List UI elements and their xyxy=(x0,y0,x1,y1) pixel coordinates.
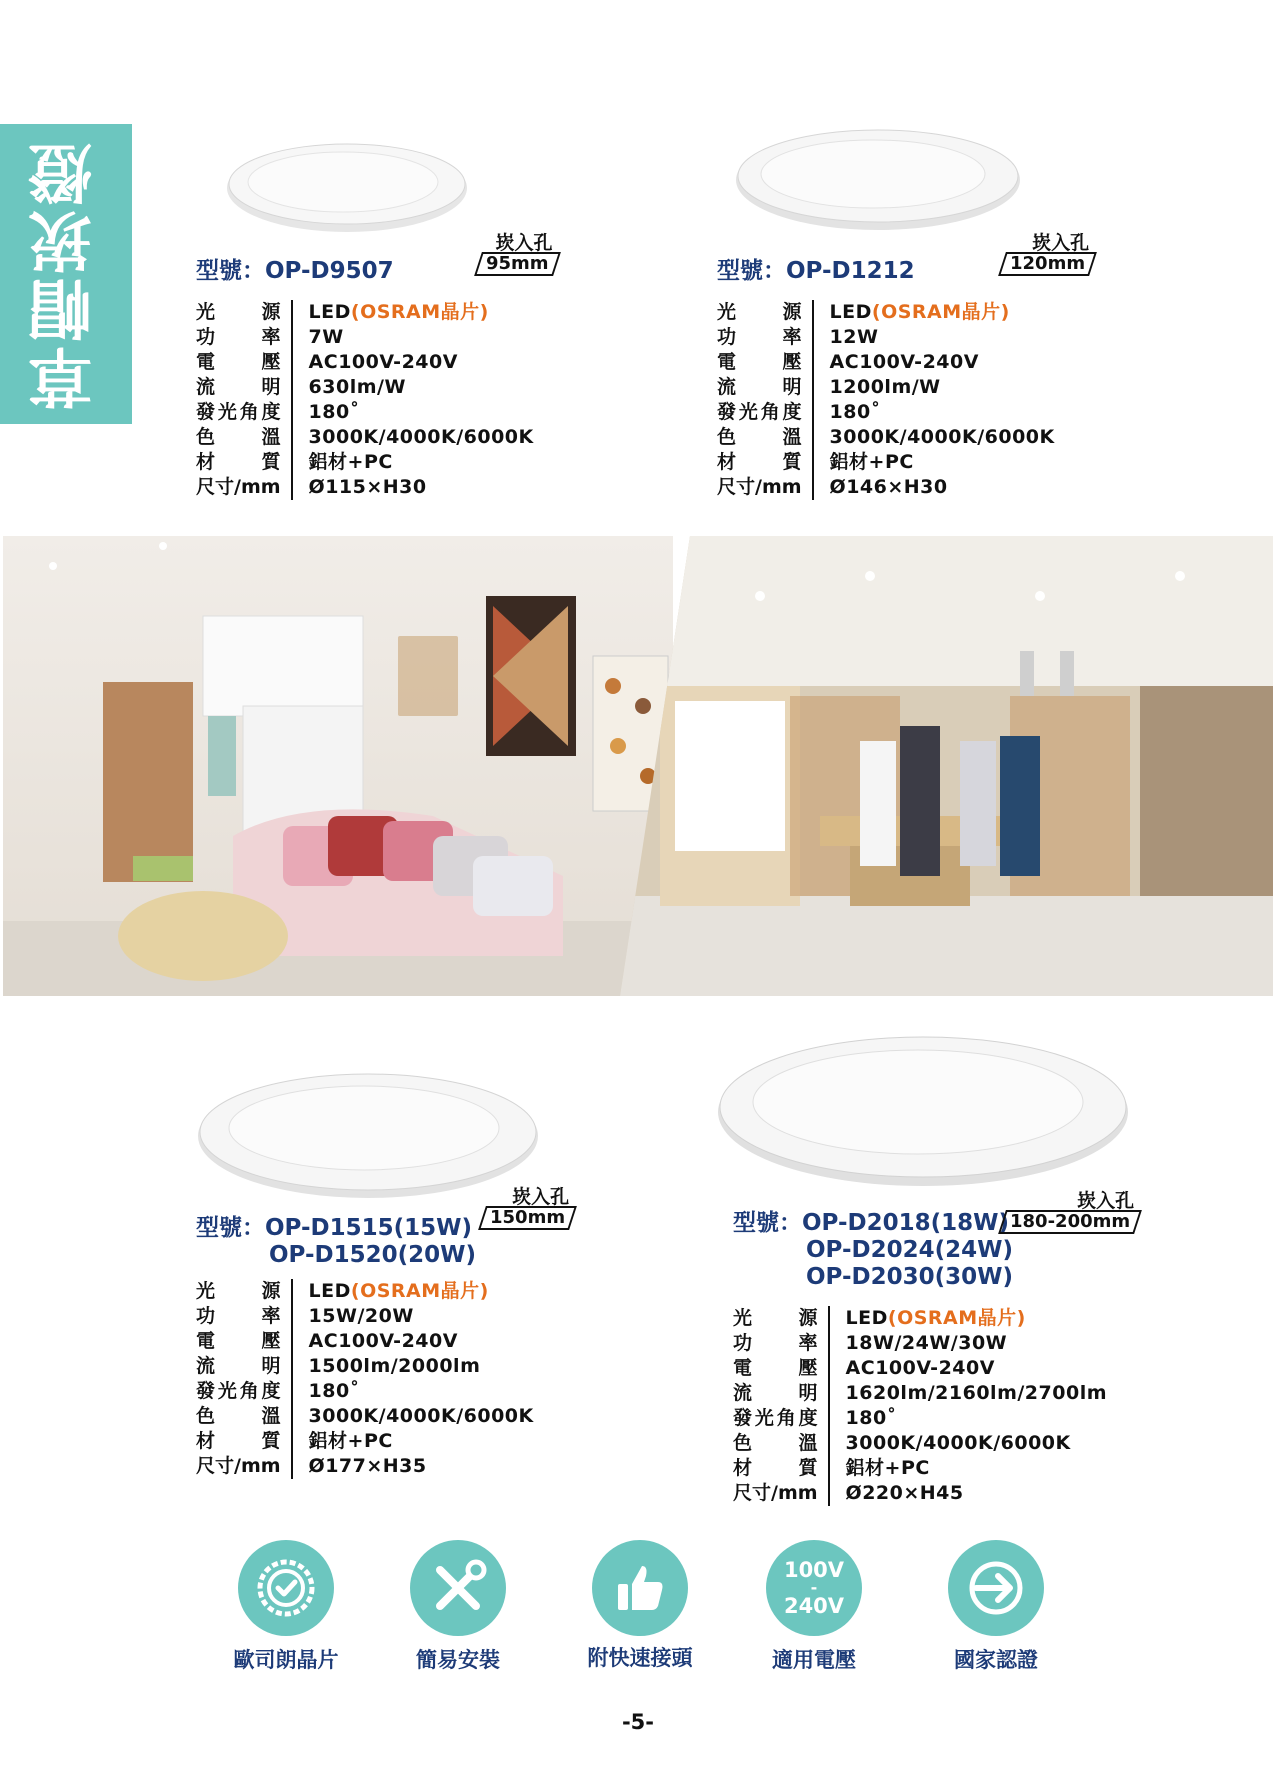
spec-material: 鋁材+PC xyxy=(308,451,393,473)
cutout-title: 崁入孔 xyxy=(1032,232,1090,254)
model-name-block xyxy=(733,1210,1013,1291)
category-tab xyxy=(0,124,132,424)
cutout-label xyxy=(1002,1192,1138,1234)
spec-beam-angle: 180˚ xyxy=(308,1380,360,1402)
cutout-title: 崁入孔 xyxy=(1077,1190,1135,1212)
spec-label: 色溫 xyxy=(717,425,814,450)
spec-light-source: LED(OSRAM晶片) xyxy=(308,301,489,323)
spec-label: 電壓 xyxy=(733,1356,830,1381)
spec-size: Ø146×H30 xyxy=(829,476,948,498)
spec-size: Ø177×H35 xyxy=(308,1455,427,1477)
model-name-block xyxy=(196,1215,476,1269)
model-prefix: 型號： xyxy=(717,258,786,284)
spec-material: 鋁材+PC xyxy=(308,1430,393,1452)
feature-label: 國家認證 xyxy=(954,1648,1038,1672)
spec-label: 材質 xyxy=(196,450,293,475)
spec-beam-angle: 180˚ xyxy=(829,401,881,423)
spec-label: 色溫 xyxy=(733,1431,830,1456)
spec-material: 鋁材+PC xyxy=(829,451,914,473)
spec-label: 色溫 xyxy=(196,1404,293,1429)
certification-icon xyxy=(948,1540,1044,1636)
spec-beam-angle: 180˚ xyxy=(308,401,360,423)
tools-icon xyxy=(410,1540,506,1636)
spec-beam-angle: 180˚ xyxy=(845,1407,897,1429)
spec-label: 流明 xyxy=(196,1354,293,1379)
spec-color-temp: 3000K/4000K/6000K xyxy=(308,1405,534,1427)
model-prefix: 型號： xyxy=(196,258,265,284)
spec-label: 尺寸/mm xyxy=(733,1481,830,1506)
spec-label: 流明 xyxy=(733,1381,830,1406)
feature-label: 歐司朗晶片 xyxy=(233,1648,339,1672)
spec-lumen: 630lm/W xyxy=(308,376,406,398)
cutout-size: 150mm xyxy=(478,1206,577,1230)
spec-power: 12W xyxy=(829,326,879,348)
page-number: -5- xyxy=(621,1710,655,1734)
lamp-image-d9507 xyxy=(225,140,470,235)
spec-light-source: LED(OSRAM晶片) xyxy=(845,1307,1026,1329)
spec-label: 電壓 xyxy=(717,350,814,375)
model-prefix: 型號： xyxy=(196,1215,265,1241)
spec-lumen: 1200lm/W xyxy=(829,376,941,398)
spec-table xyxy=(717,300,1055,500)
living-room-photo xyxy=(3,536,673,996)
cutout-label xyxy=(1002,234,1093,276)
spec-lumen: 1620lm/2160lm/2700lm xyxy=(845,1382,1107,1404)
spec-label: 色溫 xyxy=(196,425,293,450)
spec-label: 電壓 xyxy=(196,350,293,375)
model-name: OP-D1212 xyxy=(786,258,915,284)
spec-label: 功率 xyxy=(717,325,814,350)
thumbs-up-icon xyxy=(592,1540,688,1636)
spec-power: 15W/20W xyxy=(308,1305,414,1327)
model-name: OP-D2024(24W) xyxy=(806,1237,1014,1263)
feature-label: 簡易安裝 xyxy=(416,1648,500,1672)
spec-label: 流明 xyxy=(717,375,814,400)
spec-voltage: AC100V-240V xyxy=(308,1330,458,1352)
spec-label: 光源 xyxy=(733,1306,830,1331)
spec-label: 發光角度 xyxy=(196,1379,293,1404)
spec-table xyxy=(196,1279,534,1479)
spec-label: 發光角度 xyxy=(733,1406,830,1431)
spec-lumen: 1500lm/2000lm xyxy=(308,1355,481,1377)
spec-power: 18W/24W/30W xyxy=(845,1332,1008,1354)
lamp-image-d2018 xyxy=(716,1030,1131,1190)
spec-label: 功率 xyxy=(196,1304,293,1329)
spec-label: 光源 xyxy=(717,300,814,325)
cutout-size: 95mm xyxy=(474,252,560,276)
lamp-image-d1515 xyxy=(196,1070,541,1200)
model-name-block xyxy=(717,258,915,285)
model-name: OP-D9507 xyxy=(265,258,394,284)
model-name: OP-D2018(18W) xyxy=(802,1210,1010,1236)
model-prefix: 型號： xyxy=(733,1210,802,1236)
spec-color-temp: 3000K/4000K/6000K xyxy=(829,426,1055,448)
category-title: 草帽崁燈 xyxy=(29,138,103,410)
spec-material: 鋁材+PC xyxy=(845,1457,930,1479)
spec-table xyxy=(196,300,534,500)
cutout-size: 120mm xyxy=(998,252,1097,276)
cutout-title: 崁入孔 xyxy=(512,1186,570,1208)
cutout-label xyxy=(482,1188,573,1230)
cutout-label xyxy=(478,234,557,276)
model-name: OP-D1515(15W) xyxy=(265,1215,473,1241)
lamp-image-d1212 xyxy=(733,124,1023,234)
feature-label: 附快速接頭 xyxy=(587,1646,693,1670)
spec-label: 功率 xyxy=(733,1331,830,1356)
spec-label: 發光角度 xyxy=(196,400,293,425)
spec-label: 尺寸/mm xyxy=(196,475,293,500)
spec-label: 光源 xyxy=(196,300,293,325)
model-name: OP-D1520(20W) xyxy=(269,1242,477,1268)
spec-size: Ø115×H30 xyxy=(308,476,427,498)
spec-voltage: AC100V-240V xyxy=(845,1357,995,1379)
spec-light-source: LED(OSRAM晶片) xyxy=(829,301,1010,323)
spec-color-temp: 3000K/4000K/6000K xyxy=(845,1432,1071,1454)
clothing-store-photo xyxy=(620,536,1273,996)
voltage-icon-bottom: 240V xyxy=(783,1594,845,1618)
spec-table xyxy=(733,1306,1107,1506)
spec-label: 光源 xyxy=(196,1279,293,1304)
model-name: OP-D2030(30W) xyxy=(806,1264,1014,1290)
voltage-icon-mid: - xyxy=(810,1578,818,1597)
voltage-icon xyxy=(766,1540,862,1636)
model-name-block xyxy=(196,258,394,285)
voltage-icon-top: 100V xyxy=(783,1558,845,1582)
spec-label: 材質 xyxy=(717,450,814,475)
spec-light-source: LED(OSRAM晶片) xyxy=(308,1280,489,1302)
spec-size: Ø220×H45 xyxy=(845,1482,964,1504)
spec-label: 尺寸/mm xyxy=(717,475,814,500)
cutout-title: 崁入孔 xyxy=(495,232,553,254)
cutout-size: 180-200mm xyxy=(998,1210,1142,1234)
spec-label: 尺寸/mm xyxy=(196,1454,293,1479)
feature-label: 適用電壓 xyxy=(772,1648,856,1672)
check-badge-icon xyxy=(238,1540,334,1636)
spec-label: 流明 xyxy=(196,375,293,400)
spec-color-temp: 3000K/4000K/6000K xyxy=(308,426,534,448)
spec-power: 7W xyxy=(308,326,344,348)
spec-voltage: AC100V-240V xyxy=(829,351,979,373)
spec-voltage: AC100V-240V xyxy=(308,351,458,373)
spec-label: 發光角度 xyxy=(717,400,814,425)
spec-label: 材質 xyxy=(196,1429,293,1454)
spec-label: 電壓 xyxy=(196,1329,293,1354)
spec-label: 材質 xyxy=(733,1456,830,1481)
spec-label: 功率 xyxy=(196,325,293,350)
